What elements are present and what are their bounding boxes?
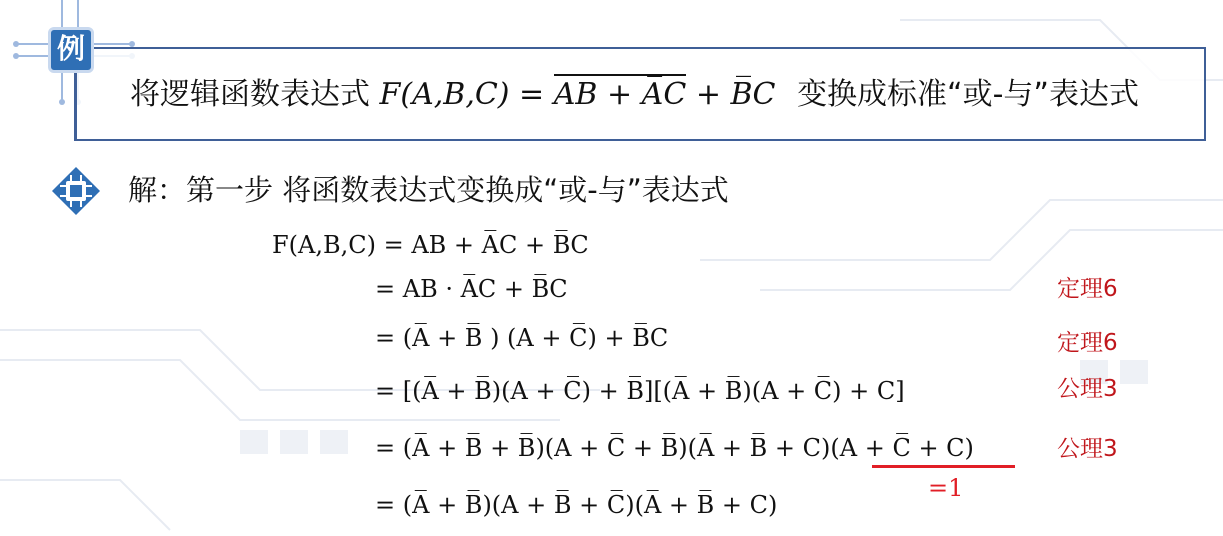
highlight-underline [872, 465, 1015, 468]
note-axiom-3-b: 公理3 [1057, 436, 1118, 462]
equation-line-5-main: = (A̅ + B̅ + B̅)(A + C̅ + B̅)(A̅ + B̅ + C) [375, 434, 831, 462]
note-theorem-6-a: 定理6 [1057, 276, 1118, 302]
note-theorem-6-b: 定理6 [1057, 330, 1118, 356]
title-suffix: 变换成标准“或-与”表达式 [797, 77, 1139, 112]
equation-line-2: = AB · A̅C + B̅C [375, 275, 568, 303]
example-badge: 例 [48, 27, 94, 73]
equation-line-4: = [(A̅ + B̅)(A + C̅) + B̅][(A̅ + B̅)(A + C̅) + C] [375, 377, 905, 405]
problem-statement [130, 73, 1139, 117]
equation-line-1: F(A,B,C) = AB + A̅C + B̅C [272, 231, 589, 259]
title-prefix: 将逻辑函数表达式 [130, 77, 370, 112]
title-plus: + [695, 77, 721, 112]
equals-one-annotation: =1 [928, 474, 964, 502]
equation-line-3: = (A̅ + B̅ ) (A + C̅) + B̅C [375, 324, 669, 352]
equation-line-5-tail: (A + C̅ + C) [830, 434, 974, 462]
title-term1: AB + A̅C [554, 74, 687, 112]
equation-line-5 [375, 431, 974, 465]
note-axiom-3-a: 公理3 [1057, 376, 1118, 402]
equation-line-6: = (A̅ + B̅)(A + B̅ + C̅)(A̅ + B̅ + C) [375, 491, 778, 519]
title-term2: B̅C [730, 77, 776, 112]
solution-step: 解：第一步 将函数表达式变换成“或-与”表达式 [128, 173, 729, 207]
chip-icon [50, 165, 102, 217]
title-function: F(A,B,C) = [379, 77, 545, 112]
